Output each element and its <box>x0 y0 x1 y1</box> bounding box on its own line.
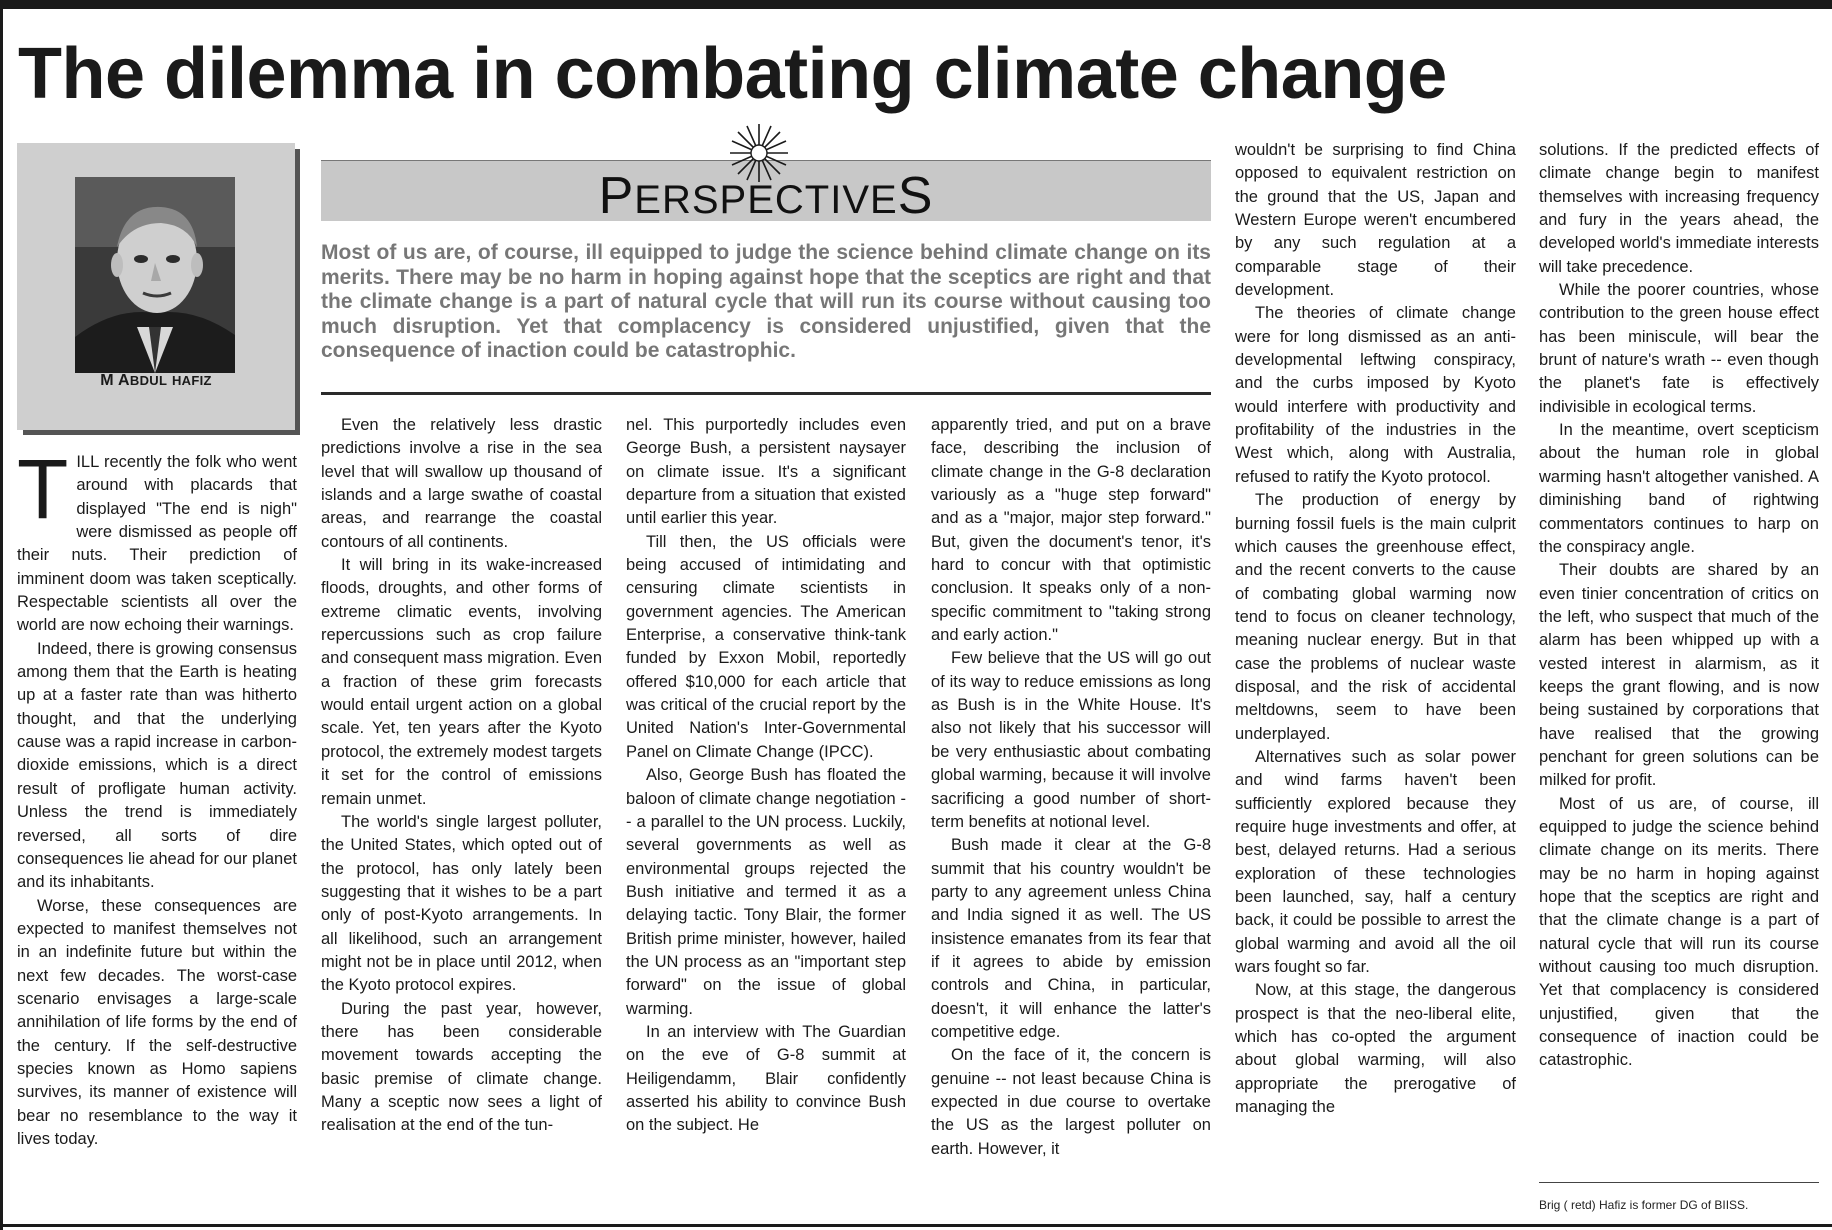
paragraph: Bush made it clear at the G-8 summit that his country wouldn't be party to any agreement unless China and India signed it as well. The US insistence emanates from its fear that if it agrees to abide by emission controls and China, in particular, doesn't, it will enhance the latter's competitive edge. <box>931 836 1211 1041</box>
paragraph: The theories of climate change were for long dismissed as an anti-developmental leftwing conspiracy, and the curbs imposed by Kyoto would interfere with productivity and profitability of the industries in the West which, along with Australia, refused to ratify the Kyoto protocol. <box>1235 304 1516 486</box>
bottom-rule <box>0 1224 1832 1227</box>
paragraph: Also, George Bush has floated the baloon of climate change negotiation -- a parallel to the UN process. Luckily, several governments as well as environmental groups rejected the Bush initiative and termed it as a delaying tactic. Tony Blair, the former British prime minister, however, hailed the UN process as an "important step forward" on the issue of global warming. <box>626 766 906 1018</box>
deck-summary: Most of us are, of course, ill equipped to judge the science behind climate change on its merits. There may be no harm in hoping against hope that the sceptics are right and that the climate change is a part of natural cycle that will run its course without causing too much disruption. Yet that complacency is considered unjustified, given that the consequence of inaction could be catastrophic. <box>321 241 1211 362</box>
headline: The dilemma in combating climate change <box>18 34 1447 114</box>
paragraph: solutions. If the predicted effects of climate change begin to manifest themselves with increasing frequency and fury in the years ahead, the developed world's immediate interests will take precedence. <box>1539 141 1819 276</box>
paragraph: In the meantime, overt scepticism about the human role in global warming hasn't altogether vanished. A diminishing band of rightwing commentators continues to harp on the conspiracy angle. <box>1539 421 1819 556</box>
column-5 <box>1235 139 1516 1119</box>
paragraph: nel. This purportedly includes even George Bush, a persistent naysayer on climate issue. It's a significant departure from a situation that existed until earlier this year. <box>626 416 906 528</box>
author-name: M ABDUL HAFIZ <box>100 372 212 389</box>
bio-rule <box>1539 1182 1819 1183</box>
starburst-icon <box>728 122 790 184</box>
paragraph: Most of us are, of course, ill equipped to judge the science behind climate change on its merits. There may be no harm in hoping against hope that the sceptics are right and that the climate change is a part of natural cycle that will run its course without causing too much disruption. Yet that complacency is considered unjustified, given that the consequence of inaction could be catastrophic. <box>1539 794 1819 1070</box>
paragraph-text: ILL recently the folk who went around with placards that displayed "The end is nigh" were dismissed as people off their nuts. Their prediction of imminent doom was taken sceptically. Respectable scientists all over the world are now echoing their warnings. <box>17 453 297 635</box>
left-rule <box>0 9 3 1230</box>
paragraph: Their doubts are shared by an even tinier concentration of critics on the left, who suspect that much of the alarm has been whipped up with a vested interest in alarmism, as it keeps the grant flowing, and is now being sustained by corporations that have realised that the growing penchant for green solutions can be milked for profit. <box>1539 561 1819 790</box>
paragraph: Even the relatively less drastic predictions involve a rise in the sea level that will swallow up thousand of islands and a large swathe of coastal areas, and rearrange the coastal contours of all continents. <box>321 416 602 551</box>
author-photo <box>75 177 235 373</box>
author-name-last: HAFIZ <box>171 373 212 388</box>
deck-rule <box>321 392 1211 395</box>
paragraph: wouldn't be surprising to find China opposed to equivalent restriction on the ground that the US, Japan and Western Europe weren't encumbered by any such regulation at a comparable stage of their development. <box>1235 141 1516 300</box>
paragraph: It will bring in its wake-increased floods, droughts, and other forms of extreme climatic events, involving repercussions such as crop failure and consequent mass migration. Even a fraction of these grim forecasts would entail urgent action on a global scale. Yet, ten years after the Kyoto protocol, the extremely modest targets it set for the control of emissions remain unmet. <box>321 556 602 808</box>
author-portrait-image <box>75 177 235 373</box>
column-1 <box>17 451 297 1151</box>
column-6 <box>1539 139 1819 1073</box>
author-bio: Brig ( retd) Hafiz is former DG of BIISS. <box>1539 1198 1749 1212</box>
paragraph: On the face of it, the concern is genuine -- not least because China is expected in due course to overtake the US as the largest polluter on earth. However, it <box>931 1046 1211 1158</box>
paragraph: In an interview with The Guardian on the eve of G-8 summit at Heiligendamm, Blair confidently asserted his ability to convince Bush on the subject. He <box>626 1022 906 1135</box>
drop-cap: T <box>17 451 69 536</box>
paragraph: The world's single largest polluter, the United States, which opted out of the protocol, has only lately been suggesting that it wishes to be a part only of post-Kyoto arrangements. In all likelihood, such an arrangement might not be in place until 2012, when the Kyoto protocol expires. <box>321 812 602 995</box>
author-name-rest: BDUL <box>129 373 168 388</box>
paragraph: Now, at this stage, the dangerous prospect is that the neo-liberal elite, which has co-opted the argument about global warming, will also appropriate the prerogative of managing the <box>1235 981 1516 1117</box>
paragraph: apparently tried, and put on a brave face, describing the inclusion of climate change in the G-8 declaration variously as a "huge step forward" and as a "major, major step forward." But, given the document's tenor, it's hard to concur with that optimistic conclusion. It speaks only of a non-specific commitment to "taking strong and early action." <box>931 416 1211 645</box>
column-4 <box>931 414 1211 1161</box>
paragraph: Few believe that the US will go out of its way to reduce emissions as long as Bush is in the White House. It's also not likely that his successor will be very enthusiastic about combating global warming, because it will involve sacrificing a good number of short-term benefits at notional level. <box>931 649 1211 831</box>
column-3 <box>626 414 906 1138</box>
paragraph: The production of energy by burning fossil fuels is the main culprit which causes the greenhouse effect, and the recent converts to the cause of combating global warming now tend to focus on cleaner technology, meaning nuclear energy. But in that case the problems of nuclear waste disposal, and the risk of accidental meltdowns, seem to have been underplayed. <box>1235 491 1516 743</box>
author-box-shadow-bottom <box>23 430 300 435</box>
top-rule <box>0 0 1832 9</box>
paragraph: Indeed, there is growing consensus among them that the Earth is heating up at a faster rate than was hitherto thought, and that the underlying cause was a rapid increase in carbon-dioxide emissions, which is a direct result of profligate human activity. Unless the trend is immediately reversed, all sorts of dire consequences lie ahead for our planet and its inhabitants. <box>17 639 297 892</box>
paragraph: While the poorer countries, whose contribution to the green house effect has been miniscule, will bear the brunt of nature's wrath -- even though the planet's fate is effectively indivisible in ecological terms. <box>1539 281 1819 416</box>
paragraph: During the past year, however, there has been considerable movement towards accepting the basic premise of climate change. Many a sceptic now sees a light of realisation at the end of the tun- <box>321 999 602 1135</box>
paragraph <box>17 451 297 638</box>
section-title: PERSPECTIVES <box>598 167 934 225</box>
column-2 <box>321 414 602 1138</box>
paragraph: Alternatives such as solar power and wind farms haven't been sufficiently explored because they require huge investments and offer, at best, delayed returns. Had a serious exploration of these technologies been launched, say, half a century back, it could be possible to arrest the global warming and avoid all the oil wars fought so far. <box>1235 747 1516 977</box>
paragraph: Till then, the US officials were being accused of intimidating and censuring climate scientists in government agencies. The American Enterprise, a conservative think-tank funded by Exxon Mobil, reportedly offered $10,000 for each article that was critical of the crucial report by the United Nation's Inter-Governmental Panel on Climate Change (IPCC). <box>626 532 906 761</box>
paragraph: Worse, these consequences are expected to manifest themselves not in an indefinite future but within the next few decades. The worst-case scenario envisages a large-scale annihilation of life forms by the end of the century. If the self-destructive species known as Homo sapiens survives, its manner of existence will bear no resemblance to the way it lives today. <box>17 896 297 1148</box>
author-box <box>17 143 295 430</box>
author-box-shadow-right <box>295 149 300 435</box>
